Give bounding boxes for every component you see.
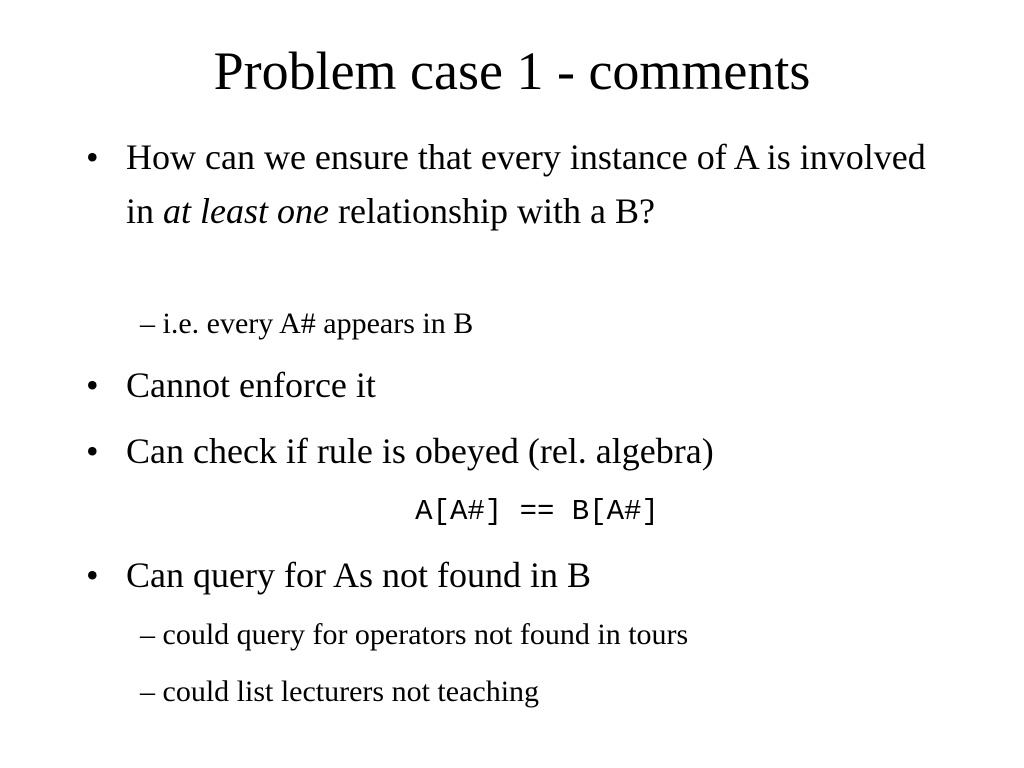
bullet-marker: • <box>86 365 99 405</box>
subbullet-marker: – <box>140 307 155 340</box>
slide-title: Problem case 1 - comments <box>213 41 811 101</box>
bullet-text-emphasis: at least one <box>163 191 329 231</box>
bullet-text-after: relationship with a B? <box>329 191 655 231</box>
bullet-text-before: How can we ensure that every instance of A is involved in <box>126 137 926 231</box>
subbullet-operators-tours <box>140 615 940 655</box>
subbullet-marker: – <box>140 618 155 651</box>
bullet-marker: • <box>86 555 99 595</box>
bullet-can-check <box>86 424 946 478</box>
bullet-marker: • <box>86 137 99 177</box>
bullet-text <box>126 130 946 238</box>
subbullet-text: could query for operators not found in tours <box>162 618 689 651</box>
subbullet-lecturers-not-teaching <box>140 672 940 712</box>
bullet-ensure-participation <box>86 130 946 238</box>
bullet-cannot-enforce <box>86 358 946 412</box>
subbullet-every-a-appears <box>140 304 940 344</box>
bullet-text: Cannot enforce it <box>126 365 376 405</box>
subbullet-text: could list lecturers not teaching <box>162 675 540 708</box>
bullet-marker: • <box>86 431 99 471</box>
subbullet-marker: – <box>140 675 155 708</box>
subbullet-text: i.e. every A# appears in B <box>162 307 474 340</box>
bullet-text: Can check if rule is obeyed (rel. algebra) <box>126 431 714 471</box>
bullet-can-query <box>86 548 946 602</box>
bullet-text: Can query for As not found in B <box>126 555 591 595</box>
relational-algebra-expression: A[A#] == B[A#] <box>415 495 659 528</box>
